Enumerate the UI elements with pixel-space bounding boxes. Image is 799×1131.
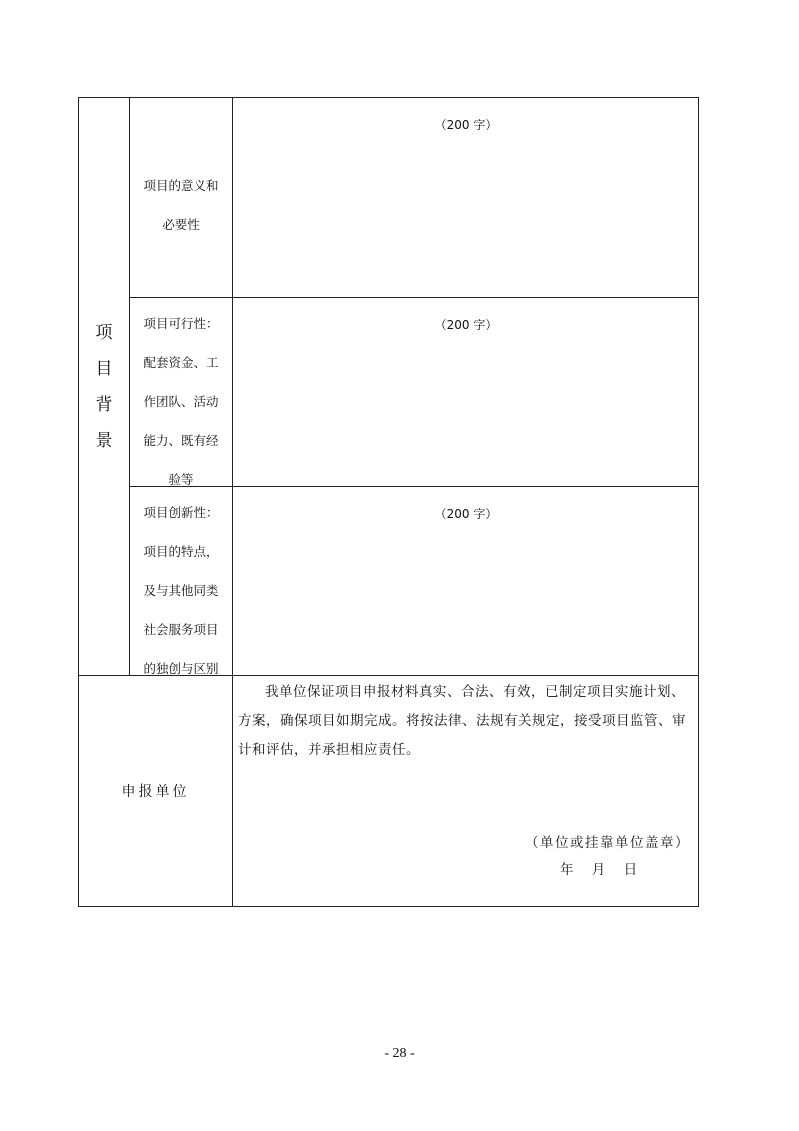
label-line: 项目创新性： (143, 505, 219, 520)
row-divider-1 (129, 297, 699, 298)
section-title-char: 项 (95, 323, 113, 343)
feasibility-input-area[interactable] (234, 337, 698, 484)
label-line: 及与其他同类 (143, 583, 219, 598)
label-line: 的独创与区别 (143, 661, 219, 676)
label-line: 社会服务项目 (143, 622, 219, 637)
significance-input-area[interactable] (234, 137, 698, 295)
column-divider-2 (232, 97, 233, 907)
page-number: - 28 - (384, 1046, 415, 1061)
row-label-feasibility (130, 304, 232, 499)
date-line: 年 月 日 (560, 862, 638, 878)
label-line: 项目可行性： (143, 316, 219, 331)
label-line: 验等 (168, 472, 194, 487)
section-title-project-background (84, 315, 124, 459)
declaration-text: 我单位保证项目申报材料真实、合法、有效，已制定项目实施计划、方案，确保项目如期完成。将按法律、法规有关规定，接受项目监管、审计和评估，并承担相应责任。 (238, 684, 686, 758)
section-title-char: 背 (95, 395, 113, 415)
label-line: 配套资金、工 (143, 355, 219, 370)
label-line: 项目的特点， (143, 544, 219, 559)
section-title-char: 景 (95, 431, 113, 451)
row-label-innovation (130, 493, 232, 688)
innovation-input-area[interactable] (234, 526, 698, 673)
row-label-significance (130, 166, 232, 244)
label-line: 作团队、活动 (143, 394, 219, 409)
label-line: 必要性 (162, 217, 200, 232)
seal-note: （单位或挂靠单位盖章） (525, 835, 690, 851)
label-line: 能力、既有经 (143, 433, 219, 448)
word-limit-hint: （200 字） (434, 507, 498, 521)
applicant-unit-label: 申报单位 (121, 784, 190, 800)
label-line: 项目的意义和 (143, 178, 219, 193)
word-limit-hint: （200 字） (434, 118, 498, 132)
word-limit-hint: （200 字） (434, 318, 498, 332)
section-title-char: 目 (95, 359, 113, 379)
